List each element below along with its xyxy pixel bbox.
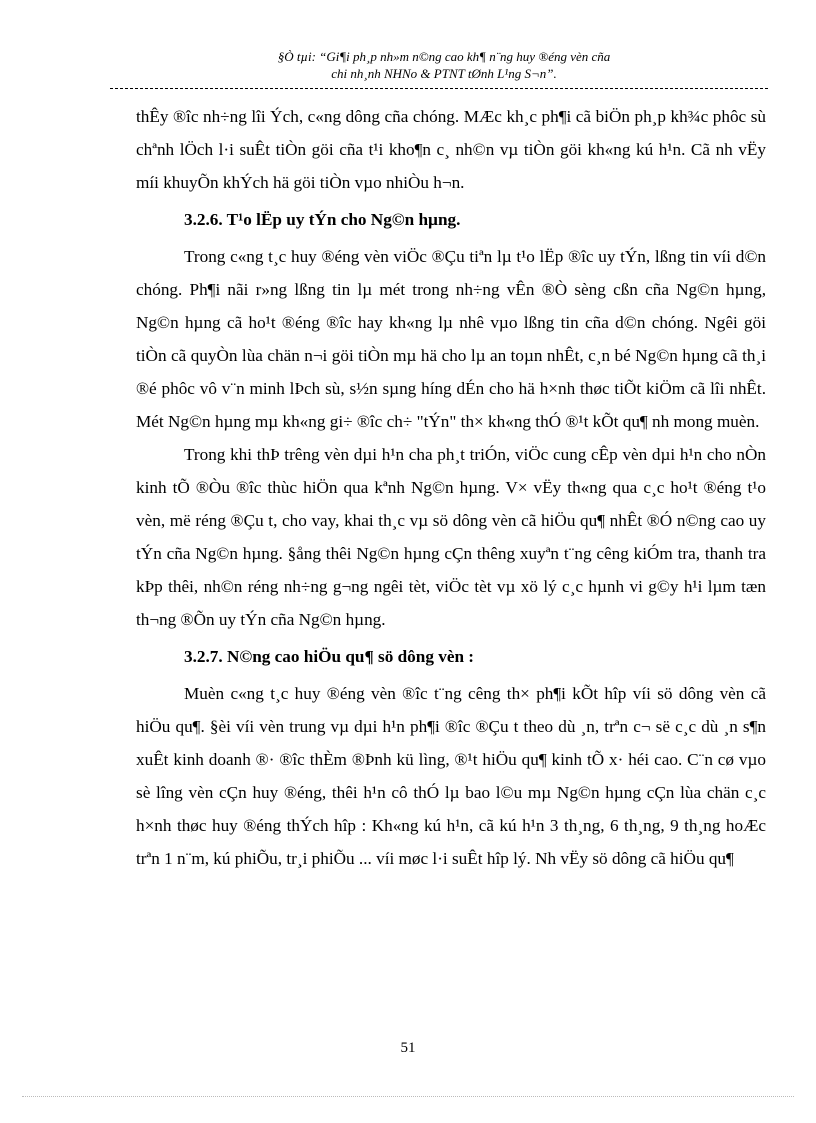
paragraph: Trong c«ng t¸c huy ®éng vèn viÖc ®Çu tiªn lµ t¹o lËp ®îc uy tÝn, lßng tin víi d©n chóng. Ph¶i nãi r»ng lßng tin lµ mét trong nh÷ng vÊn ®Ò sèng cßn cña Ng©n hµng, Ng©n hµng cã ho¹t ®éng ®îc hay kh«ng lµ nhê vµo lßng tin cña d©n chóng. Ngêi göi tiÒn cã quyÒn lùa chän n¬i göi tiÒn mµ hä cho lµ an toµn nhÊt, c¸n bé Ng©n hµng cã th¸i ®é phôc vô v¨n minh lÞch sù, s½n sµng híng dÉn cho hä h×nh thøc tiÕt kiÖm cã lîi nhÊt. Mét Ng©n hµng mµ kh«ng gi÷ ®îc ch÷ "tÝn" th× kh«ng thÓ ®¹t kÕt qu¶ nh mong muèn. (136, 247, 766, 431)
page-header (120, 48, 768, 82)
header-line-2: chi nh¸nh NHNo & PTNT tØnh L¹ng S¬n”. (331, 66, 557, 81)
section-heading: 3.2.7. N©ng cao hiÖu qu¶ sö dông vèn : (184, 647, 475, 666)
header-line-1: §Ò tµi: “Gi¶i ph¸p nh»m n©ng cao kh¶ n¨ng huy ®éng vèn cña (277, 49, 611, 64)
section-heading: 3.2.6. T¹o lËp uy tÝn cho Ng©n hµng. (184, 210, 461, 229)
footer-divider (22, 1096, 794, 1097)
paragraph: Trong khi thÞ trêng vèn dµi h¹n cha ph¸t triÓn, viÖc cung cÊp vèn dµi h¹n cho nÒn kinh tÕ ®Òu ®îc thùc hiÖn qua kªnh Ng©n hµng. V× vËy th«ng qua c¸c ho¹t ®éng t¹o vèn, më réng ®Çu t, cho vay, khai th¸c vµ sö dông vèn cã hiÖu qu¶ nhÊt ®Ó n©ng cao uy tÝn cña Ng©n hµng. §ång thêi Ng©n hµng cÇn thêng xuyªn t¨ng cêng kiÓm tra, thanh tra kÞp thêi, nh©n réng nh÷ng g¬ng ngêi tèt, viÖc tèt vµ xö lý c¸c hµnh vi g©y h¹i lµm tæn th¬ng ®Õn uy tÝn cña Ng©n hµng. (136, 445, 766, 629)
header-divider (110, 88, 768, 89)
paragraph: Muèn c«ng t¸c huy ®éng vèn ®îc t¨ng cêng th× ph¶i kÕt hîp víi sö dông vèn cã hiÖu qu¶. §èi víi vèn trung vµ dµi h¹n ph¶i ®îc ®Çu t theo dù ¸n, trªn c¬ së c¸c dù ¸n s¶n xuÊt kinh doanh ®· ®îc thÈm ®Þnh kü lìng, ®¹t hiÖu qu¶ kinh tÕ x· héi cao. C¨n cø vµo sè lîng vèn cÇn huy ®éng, thêi h¹n cô thÓ lµ bao l©u mµ Ng©n hµng cÇn lùa chän c¸c h×nh thøc huy ®éng thÝch hîp : Kh«ng kú h¹n, cã kú h¹n 3 th¸ng, 6 th¸ng, 9 th¸ng hoÆc trªn 1 n¨m, kú phiÕu, tr¸i phiÕu ... víi møc l·i suÊt hîp lý. Nh vËy sö dông cã hiÖu qu¶ (136, 684, 766, 868)
page-number: 51 (400, 1040, 416, 1056)
document-body (136, 100, 766, 875)
paragraph: thÊy ®îc nh÷ng lîi Ých, c«ng dông cña chóng. MÆc kh¸c ph¶i cã biÖn ph¸p kh¾c phôc sù chªnh lÖch l·i suÊt tiÒn göi cña t¹i kho¶n c¸ nh©n vµ tiÒn göi kh«ng kú h¹n. Cã nh vËy míi khuyÕn khÝch hä göi tiÒn vµo nhiÒu h¬n. (136, 107, 766, 192)
